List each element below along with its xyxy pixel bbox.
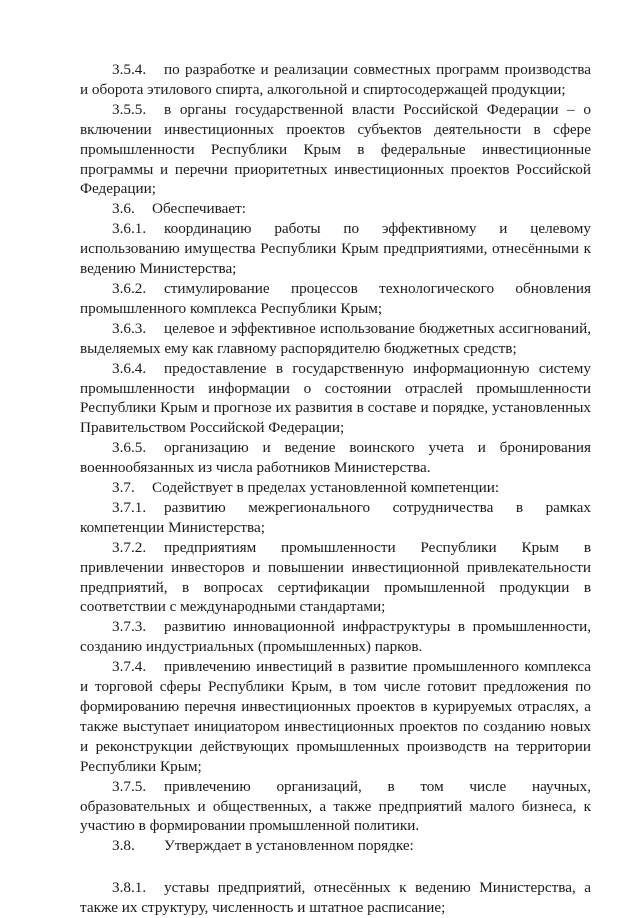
paragraph-number: 3.7.: [112, 479, 135, 497]
paragraph-text: стимулирование процессов технологического обновления промышленного комплекса Республики Крым;: [80, 279, 591, 317]
paragraph-number: 3.6.4.: [112, 359, 147, 377]
paragraph-3-6-2: [80, 279, 591, 319]
paragraph-3-6-4: [80, 359, 591, 439]
paragraph-3-6-1: [80, 219, 591, 279]
paragraph-text: Обеспечивает:: [152, 200, 246, 218]
paragraph-3-7-2: [80, 538, 591, 618]
paragraph-spacer: [80, 856, 591, 878]
paragraph-3-7-1: [80, 498, 591, 538]
paragraph-number: 3.7.3.: [112, 618, 147, 636]
paragraph-3-7-3: [80, 617, 591, 657]
paragraph-3-8-1: [80, 878, 591, 918]
paragraph-number: 3.8.1.: [112, 879, 147, 897]
paragraph-text: развитию межрегионального сотрудничества в рамках компетенции Министерства;: [80, 498, 591, 536]
paragraph-text: Утверждает в установленном порядке:: [164, 837, 414, 855]
paragraph-text: по разработке и реализации совместных программ производства и оборота этилового спирта, алкогольной и спиртосодержащей продукции;: [80, 61, 591, 98]
paragraph-text: координацию работы по эффективному и целевому использованию имущества Республики Крым предприятиями, отнесёнными к ведению Министерства;: [80, 220, 591, 278]
paragraph-text: в органы государственной власти Российской Федерации – о включении инвестиционных проектов субъектов деятельности в сфере промышленности Республики Крым в федеральные инвестиционные программы и перечни приоритетных инвестиционных проектов Российской Федерации;: [80, 100, 591, 198]
paragraph-number: 3.7.4.: [112, 658, 147, 676]
paragraph-text: развитию инновационной инфраструктуры в промышленности, созданию индустриальных (промышленных) парков.: [80, 618, 591, 656]
paragraph-text: привлечению инвестиций в развитие промышленного комплекса и торговой сферы Республики Крым, в том числе готовит предложения по формированию перечня инвестиционных проектов в курируемых отраслях, а также выступает инициатором инвестиционных проектов по созданию новых и реконструкции действующих промышленных производств на территории Республики Крым;: [80, 658, 591, 775]
paragraph-number: 3.5.5.: [112, 100, 147, 118]
paragraph-text: предприятиям промышленности Республики Крым в привлечении инвесторов и повышении инвестиционной привлекательности предприятий, в вопросах сертификации промышленной продукции в соответствии с международными стандартами;: [80, 538, 591, 616]
paragraph-number: 3.6.1.: [112, 220, 147, 238]
paragraph-number: 3.7.1.: [112, 498, 147, 516]
paragraph-text: привлечению организаций, в том числе научных, образовательных и общественных, а также предприятий малого бизнеса, к участию в формировании промышленной политики.: [80, 777, 591, 835]
paragraph-number: 3.8.: [112, 837, 135, 855]
paragraph-3-5-5: [80, 100, 591, 200]
paragraph-3-7-4: [80, 657, 591, 776]
paragraph-number: 3.7.5.: [112, 777, 147, 795]
paragraph-text: Содействует в пределах установленной компетенции:: [152, 479, 500, 497]
paragraph-number: 3.6.: [112, 200, 135, 218]
paragraph-3-7-5: [80, 777, 591, 837]
paragraph-number: 3.6.5.: [112, 439, 147, 457]
paragraph-3-8: [80, 836, 591, 856]
paragraph-3-6-3: [80, 319, 591, 359]
paragraph-text: предоставление в государственную информационную систему промышленности информации о состоянии отраслей промышленности Республики Крым и прогнозе их развития в составе и порядке, установленных Правительством Российской Федерации;: [80, 359, 591, 437]
paragraph-number: 3.6.2.: [112, 279, 147, 297]
paragraph-3-6: [80, 199, 591, 219]
paragraph-text: организацию и ведение воинского учета и бронирования военнообязанных из числа работников Министерства.: [80, 439, 591, 477]
paragraph-text: целевое и эффективное использование бюджетных ассигнований, выделяемых ему как главному распорядителю бюджетных средств;: [80, 319, 591, 357]
paragraph-3-6-5: [80, 438, 591, 478]
paragraph-3-5-4: [80, 60, 591, 100]
paragraph-3-7: [80, 478, 591, 498]
paragraph-number: 3.5.4.: [112, 61, 147, 78]
paragraph-text: уставы предприятий, отнесённых к ведению Министерства, а также их структуру, численность и штатное расписание;: [80, 879, 591, 917]
paragraph-number: 3.6.3.: [112, 319, 147, 337]
paragraph-number: 3.7.2.: [112, 538, 147, 556]
